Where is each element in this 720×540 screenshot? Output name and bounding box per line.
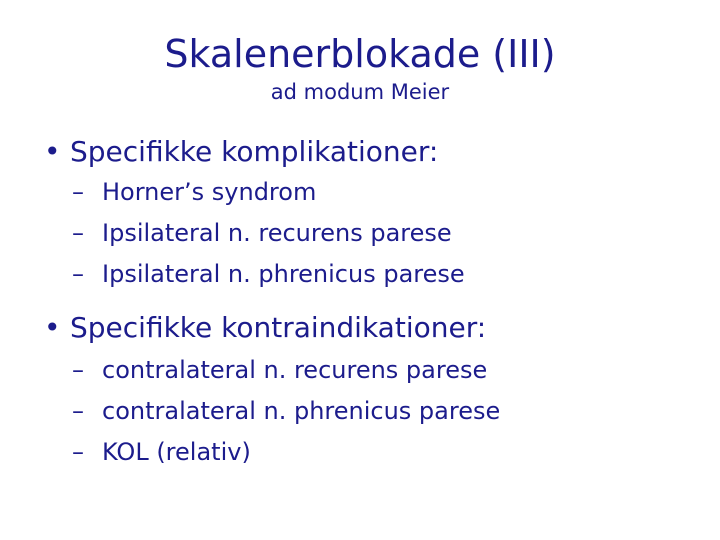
bullet-marker: • [44,135,61,168]
sub-item-text: Ipsilateral n. recurens parese [102,219,452,247]
sub-item [72,258,465,290]
bullet-contraindications [44,310,486,346]
dash-marker: – [72,397,84,425]
dash-marker: – [72,356,84,384]
bullet-heading: Specifikke komplikationer: [70,135,439,168]
bullet-heading: Specifikke kontraindikationer: [70,311,487,344]
sub-item-text: Ipsilateral n. phrenicus parese [102,260,465,288]
bullet-complications [44,134,438,170]
dash-marker: – [72,178,84,206]
sub-item [72,354,487,386]
sub-item [72,217,452,249]
sub-item [72,395,500,427]
dash-marker: – [72,219,84,247]
sub-item-text: KOL (relativ) [102,438,251,466]
sub-item-text: Horner’s syndrom [102,178,317,206]
sub-item-text: contralateral n. recurens parese [102,356,488,384]
sub-item [72,176,316,208]
bullet-marker: • [44,311,61,344]
dash-marker: – [72,260,84,288]
sub-item-text: contralateral n. phrenicus parese [102,397,501,425]
slide-title: Skalenerblokade (III) [164,32,556,76]
sub-item [72,436,251,468]
slide-subtitle: ad modum Meier [270,80,450,104]
dash-marker: – [72,438,84,466]
